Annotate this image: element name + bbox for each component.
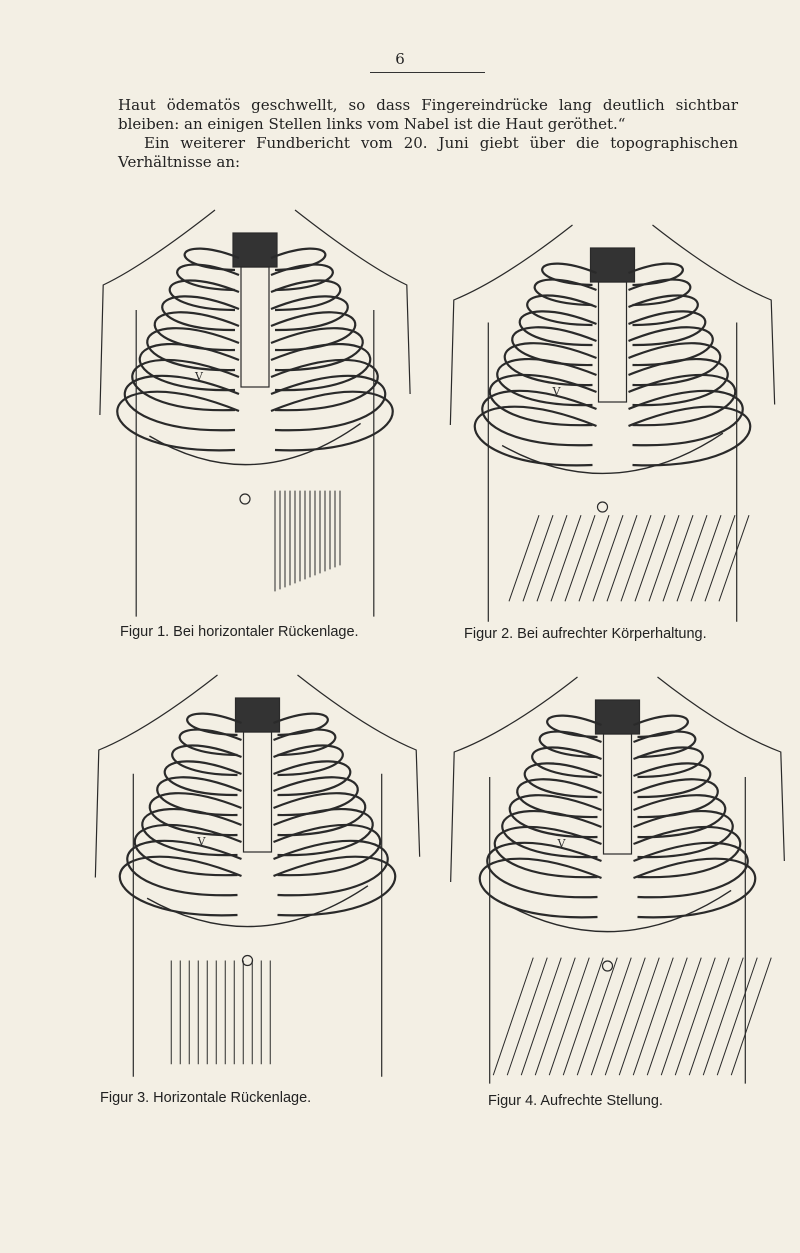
right-rib-9 [634,843,748,897]
hatch-line [649,515,679,601]
hatch-line [635,515,665,601]
figure-2 [440,220,785,630]
figure-4 [440,672,795,1092]
figure-2-drawing [440,220,785,630]
v-marker: V [552,385,561,398]
left-rib-9 [127,841,241,895]
left-rib-8 [495,827,602,877]
hatch-line [621,515,651,601]
right-rib-8 [629,375,736,425]
hatch-line [663,515,693,601]
hatch-line [523,515,553,601]
navel [598,502,608,512]
hatch-line [719,515,749,601]
right-rib-8 [271,360,378,410]
paragraph-1: Haut ödematös geschwellt, so dass Fingereindrücke lang deutlich sichtbar bleiben: an einigen Stellen links vom Nabel ist die Haut geröthet.“ [118,96,738,133]
navel [603,961,613,971]
costal-arch [149,423,360,464]
hatch-line [509,515,539,601]
sternum [244,732,272,852]
figure-1-caption: Figur 1. Bei horizontaler Rückenlage. [120,624,359,640]
sternum [241,267,269,387]
paragraph-2: Ein weiterer Fundbericht vom 20. Juni giebt über die topographischen Verhältnisse an: [118,134,738,171]
manubrium [591,248,635,282]
v-marker: V [557,837,566,850]
right-rib-8 [274,825,381,875]
body-text [118,96,738,172]
hatch-line [579,515,609,601]
manubrium [233,233,277,267]
hatch-line [551,515,581,601]
thorax-group [95,675,419,1077]
figure-2-caption: Figur 2. Bei aufrechter Körperhaltung. [464,626,707,642]
right-rib-10 [629,407,751,466]
right-shoulder-outline [295,210,410,394]
stomach-hatching [171,961,270,1065]
thorax-group [450,225,774,622]
left-rib-8 [132,360,239,410]
sternum [604,734,632,854]
right-shoulder-outline [658,677,785,861]
right-rib-10 [634,859,756,918]
hatch-line [607,515,637,601]
sternum [599,282,627,402]
figure-4-caption: Figur 4. Aufrechte Stellung. [488,1093,663,1109]
costal-arch [504,890,731,931]
manubrium [596,700,640,734]
left-rib-10 [475,407,597,466]
left-rib-9 [487,843,601,897]
left-rib-8 [490,375,597,425]
figure-4-drawing [440,672,795,1092]
left-shoulder-outline [100,210,215,415]
stomach-hatching [493,958,771,1076]
figure-3 [85,670,430,1085]
figure-3-drawing [85,670,430,1085]
costal-arch [502,433,723,473]
hatch-line [593,515,623,601]
header-rule [370,72,485,73]
thorax-group [451,677,785,1084]
hatch-line [677,515,707,601]
figure-1-drawing [90,205,420,625]
navel [240,494,250,504]
hatch-line [537,515,567,601]
left-rib-10 [120,857,242,916]
right-rib-9 [629,391,743,445]
page-number: 6 [395,50,405,68]
right-rib-8 [634,827,741,877]
right-rib-10 [274,857,396,916]
left-rib-9 [125,376,239,430]
left-rib-10 [117,392,239,451]
stomach-hatching [509,515,749,601]
v-marker: V [197,835,206,848]
figure-1 [90,205,420,625]
figure-3-caption: Figur 3. Horizontale Rückenlage. [100,1090,312,1106]
left-rib-9 [482,391,596,445]
hatch-line [691,515,721,601]
navel [243,956,253,966]
v-marker: V [195,370,203,383]
hatch-line [565,515,595,601]
left-rib-10 [480,859,602,918]
left-rib-8 [135,825,242,875]
manubrium [236,698,280,732]
hatch-line [705,515,735,601]
thorax-group [100,210,410,617]
right-rib-9 [271,376,385,430]
stomach-hatching [275,491,340,592]
right-rib-9 [274,841,388,895]
